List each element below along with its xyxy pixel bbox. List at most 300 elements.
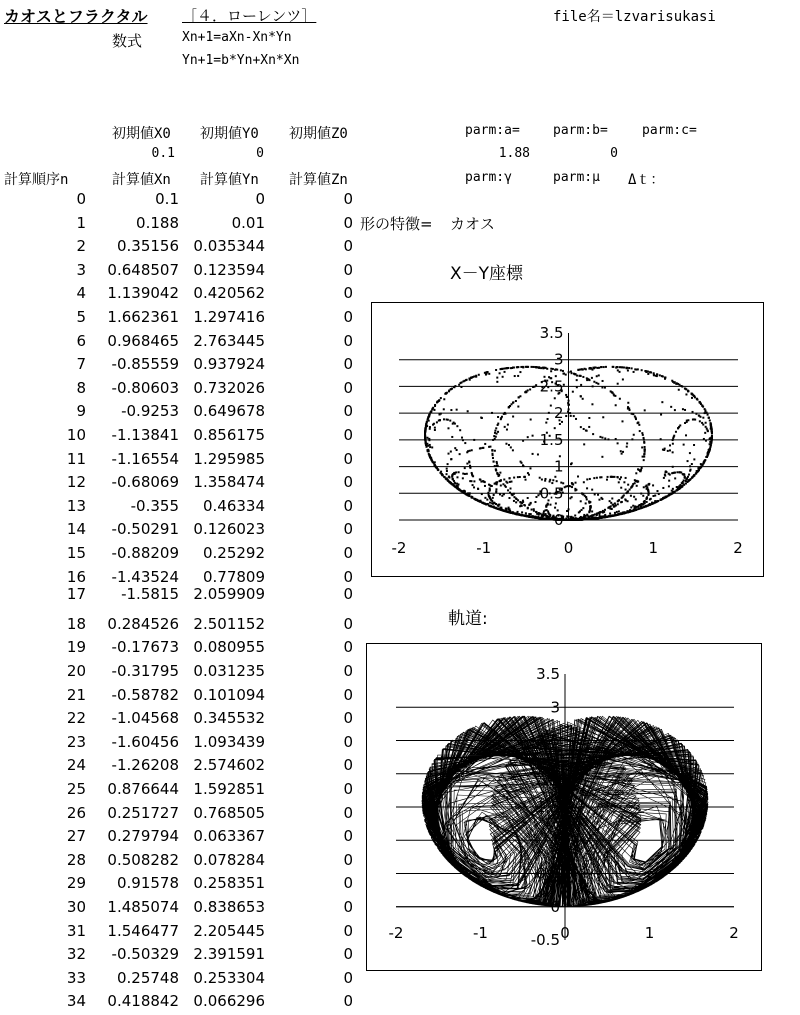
table-row: [0, 308, 360, 331]
data-point: [505, 508, 507, 510]
table-row: [0, 945, 360, 968]
cell-xn: -1.26208: [111, 756, 179, 775]
data-point: [637, 421, 639, 423]
data-point: [480, 417, 482, 419]
data-point: [501, 368, 503, 370]
data-point: [611, 508, 613, 510]
data-point: [426, 421, 428, 423]
data-point: [704, 410, 706, 412]
data-point: [466, 451, 468, 453]
data-point: [644, 451, 646, 453]
cell-n: 33: [66, 968, 86, 987]
data-point: [556, 369, 558, 371]
data-point: [562, 370, 564, 372]
cell-xn: -1.16554: [111, 449, 179, 468]
cell-xn: 0.188: [136, 213, 179, 232]
data-point: [637, 468, 639, 470]
dt-label: Δｔ：: [628, 172, 665, 188]
cell-n: 8: [76, 378, 86, 397]
data-point: [504, 367, 506, 369]
cell-n: 21: [66, 685, 86, 704]
data-point: [538, 514, 540, 516]
data-point: [506, 367, 508, 369]
data-point: [704, 432, 706, 434]
data-point: [632, 413, 634, 415]
data-point: [596, 513, 598, 515]
data-point: [519, 476, 521, 478]
data-point: [548, 512, 550, 514]
y-tick-label: 0: [550, 897, 560, 916]
data-point: [617, 476, 619, 478]
data-point: [634, 479, 636, 481]
parm-mu-label: parm:μ: [553, 170, 600, 185]
data-point: [517, 513, 519, 515]
header-zn: 計算値Zn: [289, 172, 348, 188]
data-point: [517, 476, 519, 478]
data-point: [695, 473, 697, 475]
data-point: [641, 446, 643, 448]
cell-yn: 0.066296: [193, 992, 265, 1011]
cell-n: 11: [66, 449, 86, 468]
data-point: [536, 511, 538, 513]
data-point: [504, 510, 506, 512]
x-tick-label: 1: [648, 539, 659, 557]
cell-zn: 0: [343, 945, 353, 964]
data-point: [510, 446, 512, 448]
data-point: [436, 467, 438, 469]
data-point: [524, 476, 526, 478]
cell-zn: 0: [343, 449, 353, 468]
data-point: [492, 503, 494, 505]
data-point: [469, 492, 471, 494]
data-point: [492, 457, 494, 459]
y-tick-label: 3.5: [539, 324, 564, 342]
data-point: [451, 474, 453, 476]
data-point: [545, 505, 547, 507]
data-point: [705, 440, 707, 442]
table-row: [0, 585, 360, 608]
data-point: [495, 490, 497, 492]
data-point: [443, 418, 445, 420]
parm-a-label: parm:a=: [465, 123, 520, 138]
cell-zn: 0: [343, 355, 353, 374]
chart1-frame[interactable]: [371, 302, 764, 577]
data-point: [579, 510, 581, 512]
cell-yn: 0.732026: [193, 378, 265, 397]
cell-yn: 0.01: [231, 213, 265, 232]
data-point: [446, 473, 448, 475]
data-point: [434, 461, 436, 463]
data-point: [525, 479, 527, 481]
data-point: [452, 478, 454, 480]
cell-zn: 0: [343, 874, 353, 893]
data-point: [575, 482, 577, 484]
parm-b-value: 0: [610, 146, 618, 161]
data-point: [436, 421, 438, 423]
data-point: [688, 474, 690, 476]
data-point: [613, 476, 615, 478]
data-point: [612, 504, 614, 506]
data-point: [499, 493, 501, 495]
cell-zn: 0: [343, 850, 353, 869]
data-point: [671, 490, 673, 492]
data-point: [685, 393, 687, 395]
data-point: [672, 443, 674, 445]
cell-n: 22: [66, 709, 86, 728]
data-point: [500, 417, 502, 419]
cell-xn: 1.662361: [107, 308, 179, 326]
x-tick-label: -2: [391, 539, 407, 557]
data-point: [533, 386, 535, 388]
data-point: [604, 516, 606, 518]
cell-yn: 0.258351: [193, 874, 265, 893]
data-point: [692, 419, 694, 421]
data-point: [604, 437, 606, 439]
data-point: [425, 443, 427, 445]
data-point: [597, 494, 599, 496]
data-point: [602, 380, 604, 382]
data-point: [488, 494, 490, 496]
data-point: [590, 367, 592, 369]
data-point: [618, 510, 620, 512]
data-point: [682, 485, 684, 487]
data-point: [489, 502, 491, 504]
cell-xn: 0.1: [155, 190, 179, 208]
data-point: [686, 420, 688, 422]
data-point: [618, 481, 620, 483]
data-point: [508, 511, 510, 513]
data-point: [685, 388, 687, 390]
table-row: [0, 874, 360, 897]
header-xn: 計算値Xn: [112, 172, 171, 188]
data-point: [645, 485, 647, 487]
data-point: [564, 486, 566, 488]
data-point: [546, 368, 548, 370]
data-point: [509, 477, 511, 479]
data-point: [494, 432, 496, 434]
data-point: [478, 374, 480, 376]
data-point: [531, 509, 533, 511]
data-point: [424, 434, 426, 436]
data-point: [627, 484, 629, 486]
data-point: [644, 449, 646, 451]
data-point: [642, 495, 644, 497]
cell-zn: 0: [343, 709, 353, 728]
data-point: [648, 484, 650, 486]
cell-n: 7: [76, 355, 86, 374]
data-point: [669, 474, 671, 476]
data-point: [482, 447, 484, 449]
data-point: [582, 376, 584, 378]
data-point: [519, 395, 521, 397]
data-point: [434, 427, 436, 429]
data-point: [591, 377, 593, 379]
data-point: [462, 439, 464, 441]
data-point: [434, 429, 436, 431]
data-point: [662, 487, 664, 489]
data-point: [547, 418, 549, 420]
data-point: [596, 375, 598, 377]
data-point: [592, 385, 594, 387]
data-point: [649, 371, 651, 373]
data-point: [601, 437, 603, 439]
data-point: [575, 418, 577, 420]
data-point: [431, 446, 433, 448]
data-point: [608, 515, 610, 517]
cell-xn: 0.91578: [116, 874, 179, 893]
data-point: [538, 366, 540, 368]
data-point: [438, 414, 440, 416]
data-point: [527, 366, 529, 368]
data-point: [434, 404, 436, 406]
data-point: [586, 498, 588, 500]
data-point: [447, 463, 449, 465]
data-point: [621, 501, 623, 503]
data-point: [548, 412, 550, 414]
data-point: [654, 495, 656, 497]
data-point: [610, 476, 612, 478]
cell-zn: 0: [343, 585, 353, 604]
cell-xn: -1.60456: [111, 732, 179, 751]
data-point: [495, 436, 497, 438]
data-point: [481, 493, 483, 495]
table-row: [0, 284, 360, 307]
data-point: [507, 489, 509, 491]
cell-n: 10: [66, 426, 86, 444]
data-point: [491, 449, 493, 451]
data-point: [497, 431, 499, 433]
data-point: [659, 374, 661, 376]
data-point: [454, 447, 456, 449]
cell-n: 15: [66, 544, 86, 562]
data-point: [482, 502, 484, 504]
table-row: [0, 190, 360, 213]
data-point: [473, 480, 475, 482]
cell-xn: 0.25748: [116, 968, 179, 987]
data-point: [505, 481, 507, 483]
data-point: [684, 409, 686, 411]
cell-yn: 0.123594: [193, 260, 265, 279]
data-point: [426, 437, 428, 439]
data-point: [589, 506, 591, 508]
data-point: [523, 515, 525, 517]
data-point: [617, 369, 619, 371]
data-point: [566, 396, 568, 398]
cell-n: 3: [76, 260, 86, 279]
data-point: [708, 449, 710, 451]
data-point: [537, 516, 539, 518]
data-point: [486, 371, 488, 373]
data-point: [617, 383, 619, 385]
data-point: [598, 517, 600, 519]
data-point: [620, 487, 622, 489]
cell-xn: -1.13841: [111, 426, 179, 444]
data-point: [527, 497, 529, 499]
data-point: [471, 472, 473, 474]
data-point: [635, 498, 637, 500]
data-point: [535, 496, 537, 498]
data-point: [685, 434, 687, 436]
data-point: [710, 445, 712, 447]
data-point: [472, 376, 474, 378]
data-point: [707, 451, 709, 453]
cell-n: 32: [66, 945, 86, 964]
data-point: [459, 429, 461, 431]
data-point: [529, 388, 531, 390]
data-point: [530, 513, 532, 515]
data-point: [622, 496, 624, 498]
data-point: [621, 453, 623, 455]
data-point: [604, 509, 606, 511]
data-point: [453, 386, 455, 388]
data-point: [620, 450, 622, 452]
data-point: [541, 479, 543, 481]
data-point: [601, 386, 603, 388]
data-point: [681, 386, 683, 388]
formula-y: Yn+1=b*Yn+Xn*Xn: [182, 53, 300, 68]
table-row: [0, 662, 360, 685]
data-point: [554, 476, 556, 478]
data-point: [568, 404, 570, 406]
table-row: [0, 520, 360, 543]
data-point: [602, 516, 604, 518]
data-point: [698, 415, 700, 417]
cell-n: 0: [76, 190, 86, 208]
init-y-value: 0: [256, 146, 264, 161]
chart2-frame[interactable]: [366, 643, 762, 971]
data-point: [549, 479, 551, 481]
data-point: [636, 485, 638, 487]
data-point: [510, 488, 512, 490]
cell-n: 16: [66, 567, 86, 586]
table-row: [0, 402, 360, 425]
data-point: [512, 401, 514, 403]
cell-yn: 0.838653: [193, 898, 265, 916]
data-point: [479, 479, 481, 481]
data-point: [672, 439, 674, 441]
data-point: [617, 500, 619, 502]
data-point: [616, 511, 618, 513]
cell-xn: 0.35156: [116, 237, 179, 256]
data-point: [523, 504, 525, 506]
data-point: [600, 366, 602, 368]
cell-n: 6: [76, 331, 86, 350]
data-point: [672, 451, 674, 453]
y-tick-label: 2: [550, 764, 560, 783]
table-row: [0, 827, 360, 850]
table-row: [0, 332, 360, 355]
chart2-title: 軌道:: [448, 609, 488, 629]
data-point: [503, 493, 505, 495]
data-point: [647, 373, 649, 375]
data-point: [683, 444, 685, 446]
page-title: カオスとフラクタル: [4, 7, 148, 26]
data-point: [512, 366, 514, 368]
data-point: [563, 373, 565, 375]
data-point: [643, 506, 645, 508]
data-point: [482, 480, 484, 482]
table-row: [0, 379, 360, 402]
data-point: [436, 401, 438, 403]
table-row: [0, 497, 360, 520]
data-point: [504, 426, 506, 428]
data-point: [674, 409, 676, 411]
data-point: [711, 435, 713, 437]
data-point: [580, 384, 582, 386]
data-point: [619, 398, 621, 400]
data-point: [451, 436, 453, 438]
data-point: [472, 484, 474, 486]
cell-n: 27: [66, 827, 86, 846]
cell-yn: 0.937924: [193, 355, 265, 374]
data-point: [628, 407, 630, 409]
data-point: [586, 379, 588, 381]
cell-yn: 0.649678: [193, 402, 265, 421]
table-row: [0, 969, 360, 992]
data-point: [545, 478, 547, 480]
cell-xn: 1.139042: [107, 284, 179, 303]
data-point: [439, 419, 441, 421]
y-tick-label: 1: [550, 831, 560, 850]
data-point: [673, 472, 675, 474]
data-point: [667, 450, 669, 452]
data-point: [599, 436, 601, 438]
data-point: [622, 378, 624, 380]
data-point: [571, 496, 573, 498]
x-tick-label: 0: [563, 539, 574, 557]
data-point: [542, 367, 544, 369]
data-point: [615, 404, 617, 406]
cell-yn: 0.080955: [193, 638, 265, 657]
data-point: [691, 393, 693, 395]
data-point: [502, 483, 504, 485]
data-point: [635, 509, 637, 511]
cell-xn: -0.9253: [121, 402, 179, 421]
data-point: [532, 435, 534, 437]
y-tick-label: 3: [550, 698, 560, 717]
data-point: [488, 484, 490, 486]
data-point: [462, 477, 464, 479]
data-point: [454, 473, 456, 475]
data-point: [447, 419, 449, 421]
data-point: [583, 481, 585, 483]
data-point: [627, 402, 629, 404]
data-point: [567, 411, 569, 413]
data-point: [636, 481, 638, 483]
data-point: [678, 389, 680, 391]
data-point: [429, 428, 431, 430]
parm-gamma-label: parm:γ: [465, 170, 512, 185]
data-point: [473, 439, 475, 441]
data-point: [571, 483, 573, 485]
cell-n: 28: [66, 850, 86, 869]
data-point: [474, 376, 476, 378]
data-point: [620, 476, 622, 478]
cell-xn: 0.284526: [107, 614, 179, 633]
cell-zn: 0: [343, 780, 353, 798]
cell-xn: 0.876644: [107, 780, 179, 798]
data-point: [454, 482, 456, 484]
table-row: [0, 686, 360, 709]
cell-xn: -0.85559: [111, 355, 179, 374]
data-point: [426, 425, 428, 427]
data-point: [459, 489, 461, 491]
data-point: [682, 481, 684, 483]
data-point: [533, 510, 535, 512]
data-point: [554, 507, 556, 509]
data-point: [469, 467, 471, 469]
data-point: [495, 482, 497, 484]
